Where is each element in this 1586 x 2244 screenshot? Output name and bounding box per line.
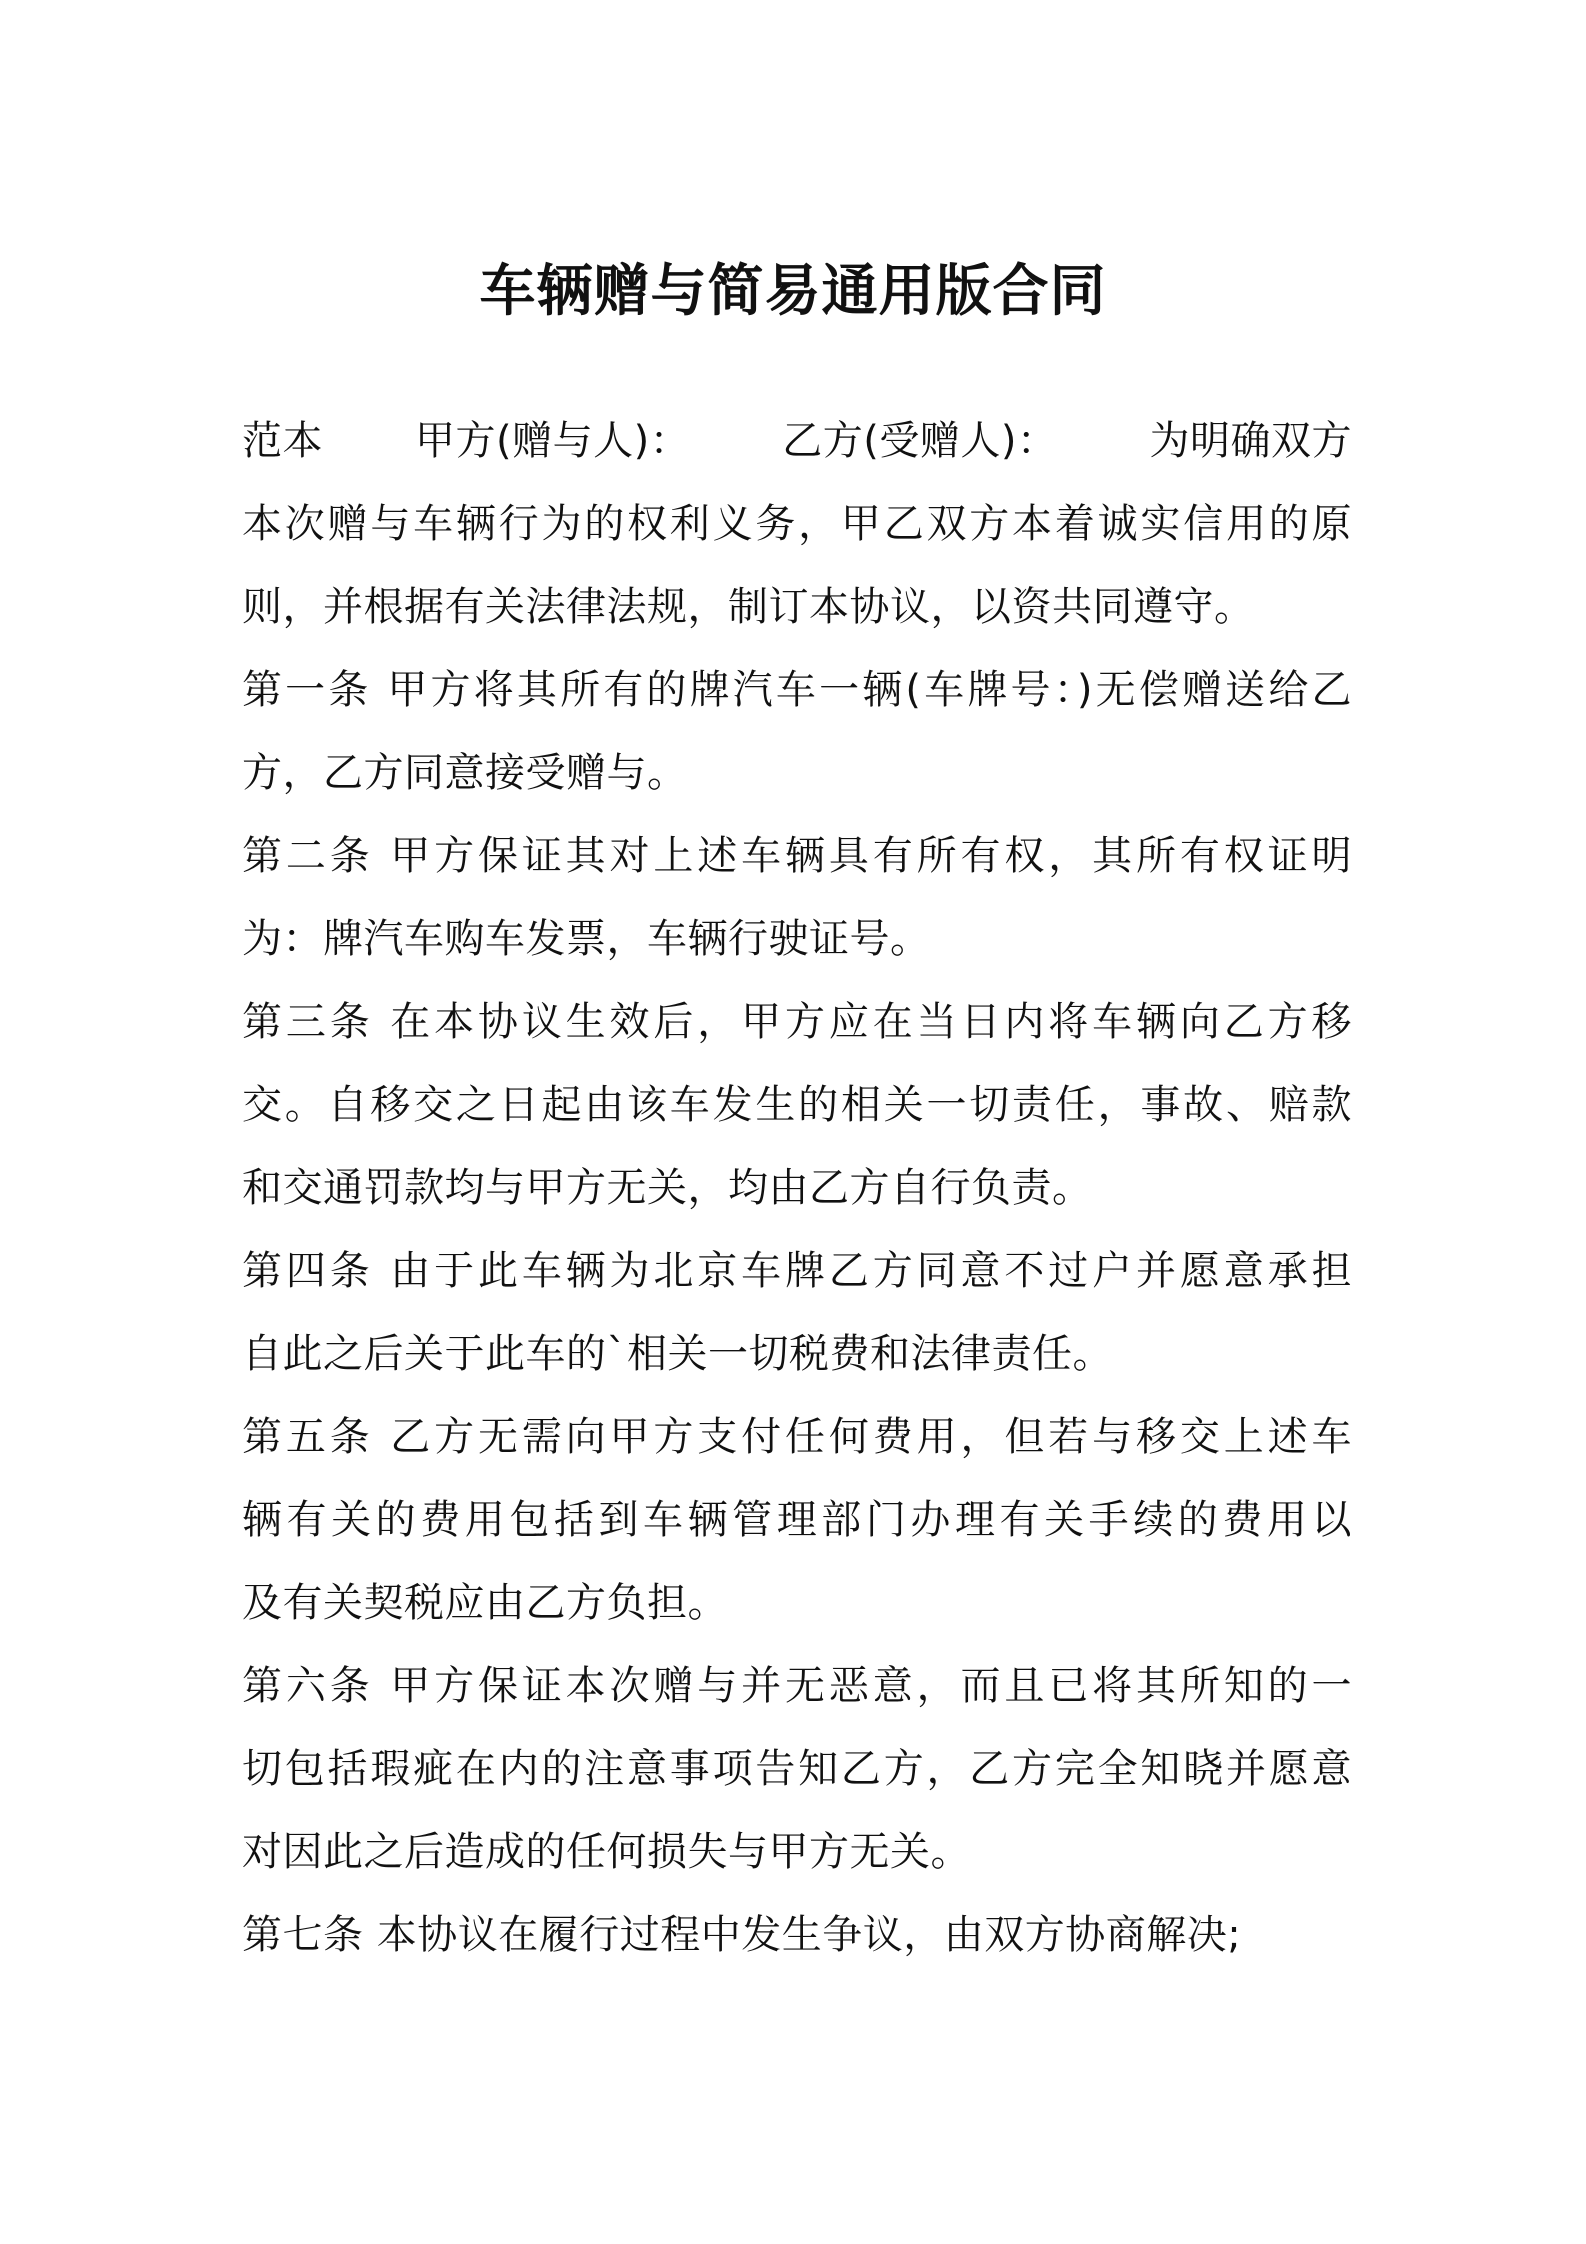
article-3-line: 第三条 在本协议生效后，甲方应在当日内将车辆向乙方移: [242, 999, 1352, 1045]
article-4-line: 自此之后关于此车的`相关一切税费和法律责任。: [242, 1331, 1113, 1377]
article-2-line: 为：牌汽车购车发票，车辆行驶证号。: [242, 916, 931, 962]
body-line: 则，并根据有关法律法规，制订本协议，以资共同遵守。: [242, 584, 1255, 630]
article-1-line: 方，乙方同意接受赠与。: [242, 750, 688, 796]
article-7-line: 第七条 本协议在履行过程中发生争议，由双方协商解决;: [242, 1912, 1242, 1958]
article-5-line: 第五条 乙方无需向甲方支付任何费用，但若与移交上述车: [242, 1414, 1352, 1460]
article-6-line: 切包括瑕疵在内的注意事项告知乙方，乙方完全知晓并愿意: [242, 1746, 1352, 1792]
intro-start-text: 为明确双方: [1149, 418, 1352, 464]
party-a-label: 甲方(赠与人)：: [415, 418, 691, 464]
article-5-line: 及有关契税应由乙方负担。: [242, 1580, 728, 1626]
article-4-line: 第四条 由于此车辆为北京车牌乙方同意不过户并愿意承担: [242, 1248, 1352, 1294]
article-3-line: 交。自移交之日起由该车发生的相关一切责任，事故、赔款: [242, 1082, 1352, 1128]
article-2-line: 第二条 甲方保证其对上述车辆具有所有权，其所有权证明: [242, 833, 1352, 879]
body-line: 本次赠与车辆行为的权利义务，甲乙双方本着诚实信用的原: [242, 501, 1352, 547]
party-b-label: 乙方(受赠人)：: [782, 418, 1058, 464]
document-title: 车辆赠与简易通用版合同: [479, 259, 1107, 324]
article-6-line: 对因此之后造成的任何损失与甲方无关。: [242, 1829, 971, 1875]
contract-body: [242, 400, 1352, 1977]
article-5-line: 辆有关的费用包括到车辆管理部门办理有关手续的费用以: [242, 1497, 1352, 1543]
article-3-line: 和交通罚款均与甲方无关，均由乙方自行负责。: [242, 1165, 1093, 1211]
template-label: 范本: [242, 418, 323, 464]
article-6-line: 第六条 甲方保证本次赠与并无恶意，而且已将其所知的一: [242, 1663, 1352, 1709]
article-1-line: 第一条 甲方将其所有的牌汽车一辆(车牌号：)无偿赠送给乙: [242, 667, 1352, 713]
party-header-line: [242, 400, 1352, 483]
